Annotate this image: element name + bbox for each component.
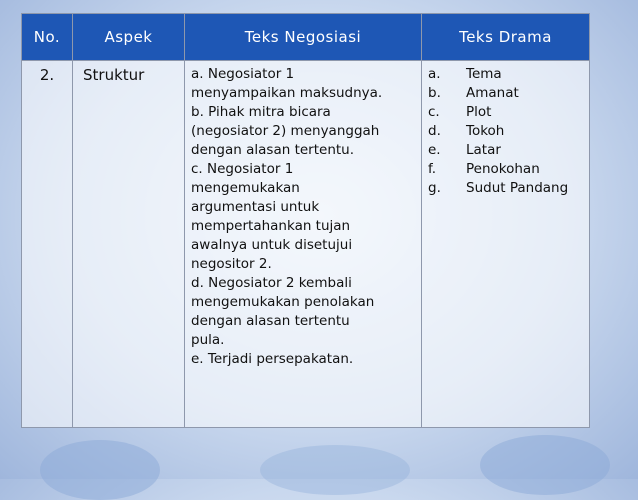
background-blob <box>40 440 160 500</box>
header-teks-drama: Teks Drama <box>422 14 590 61</box>
negosiasi-line: a. Negosiator 1 <box>191 66 295 82</box>
negosiasi-line: mengemukakan penolakan <box>191 294 375 310</box>
negosiasi-line: c. Negosiator 1 <box>191 161 294 177</box>
negosiasi-line: dengan alasan tertentu <box>191 313 350 329</box>
table-row <box>22 61 590 428</box>
list-item <box>428 84 589 103</box>
negosiasi-line: mempertahankan tujan <box>191 218 351 234</box>
list-item-letter: b. <box>428 85 441 101</box>
negosiasi-line: d. Negosiator 2 kembali <box>191 275 352 291</box>
list-item-text: Sudut Pandang <box>466 180 569 196</box>
negosiasi-line: negositor 2. <box>191 256 272 272</box>
list-item-text: Amanat <box>466 85 519 101</box>
list-item <box>428 103 589 122</box>
negosiasi-line: menyampaikan maksudnya. <box>191 85 383 101</box>
cell-drama <box>422 61 590 428</box>
negosiasi-line: awalnya untuk disetujui <box>191 237 353 253</box>
list-item <box>428 179 589 198</box>
cell-aspek: Struktur <box>73 61 185 428</box>
list-item-letter: c. <box>428 104 440 120</box>
negosiasi-line: dengan alasan tertentu. <box>191 142 355 158</box>
cell-no: 2. <box>22 61 73 428</box>
negosiasi-line: pula. <box>191 332 225 348</box>
list-item-text: Latar <box>466 142 501 158</box>
list-item <box>428 141 589 160</box>
list-item-letter: g. <box>428 180 441 196</box>
cell-negosiasi <box>185 61 422 428</box>
header-row <box>22 14 590 61</box>
list-item <box>428 122 589 141</box>
list-item-text: Tema <box>466 66 502 82</box>
negosiasi-line: e. Terjadi persepakatan. <box>191 351 354 367</box>
header-aspek: Aspek <box>73 14 185 61</box>
negosiasi-line: (negosiator 2) menyanggah <box>191 123 380 139</box>
list-item-text: Plot <box>466 104 492 120</box>
list-item-letter: f. <box>428 161 437 177</box>
background-blob <box>260 445 410 495</box>
list-item <box>428 160 589 179</box>
negosiasi-line: b. Pihak mitra bicara <box>191 104 331 120</box>
list-item-text: Penokohan <box>466 161 540 177</box>
header-no: No. <box>22 14 73 61</box>
list-item-letter: d. <box>428 123 441 139</box>
list-item-letter: a. <box>428 66 441 82</box>
list-item-text: Tokoh <box>466 123 505 139</box>
list-item <box>428 65 589 84</box>
header-teks-negosiasi: Teks Negosiasi <box>185 14 422 61</box>
list-item-letter: e. <box>428 142 441 158</box>
negosiasi-line: argumentasi untuk <box>191 199 320 215</box>
comparison-table <box>21 13 590 428</box>
negosiasi-line: mengemukakan <box>191 180 300 196</box>
background-blob <box>480 435 610 495</box>
